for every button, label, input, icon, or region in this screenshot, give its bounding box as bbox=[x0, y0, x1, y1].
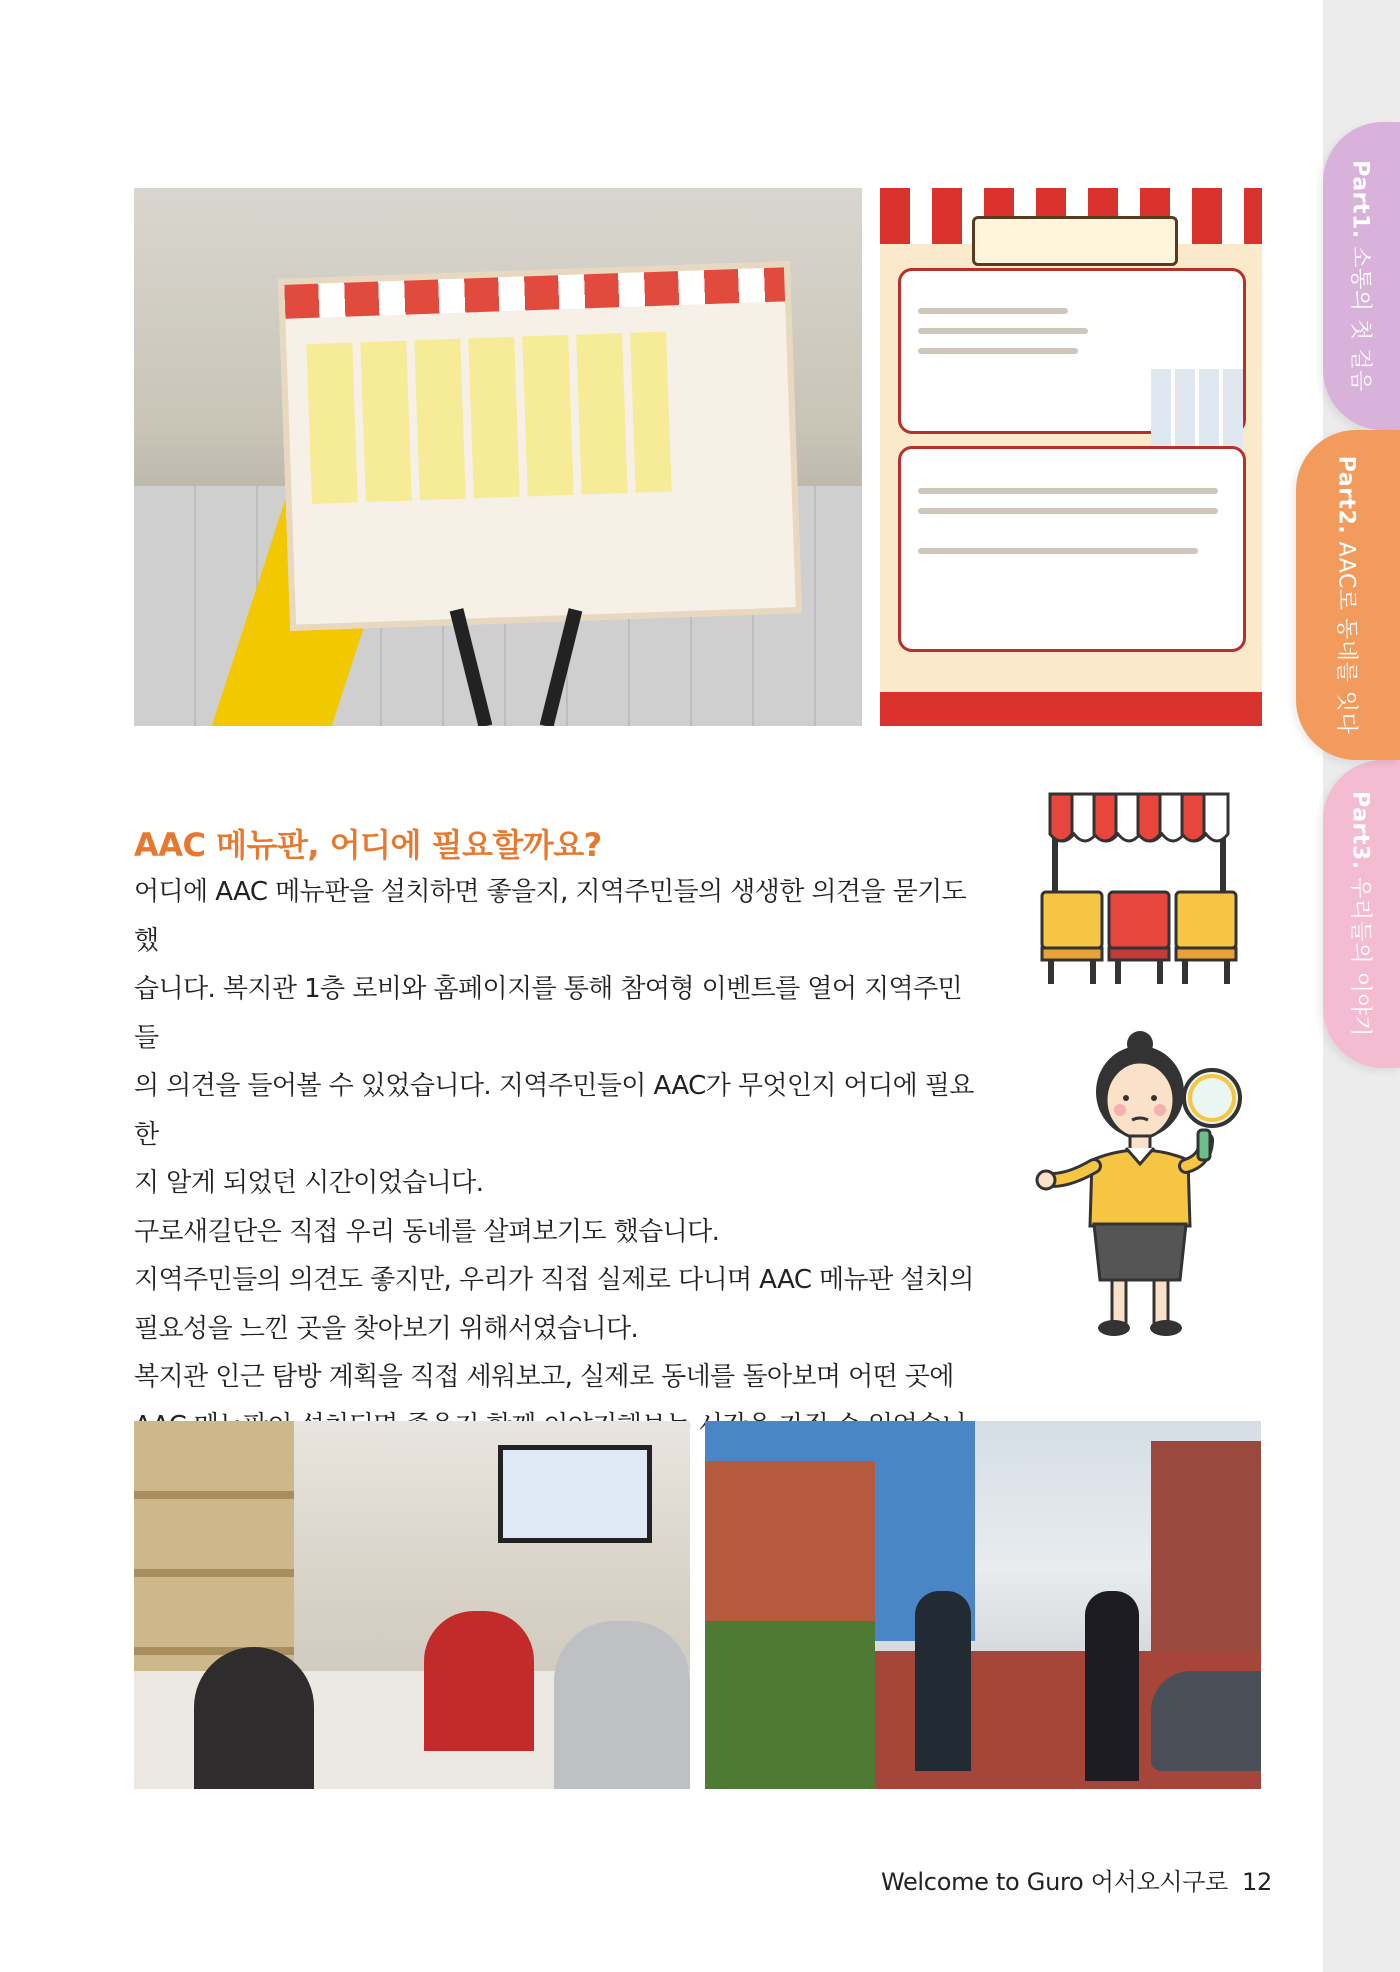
body-line: 어디에 AAC 메뉴판을 설치하면 좋을지, 지역주민들의 생생한 의견을 묻기도 했 bbox=[134, 877, 967, 956]
body-line: 복지관 인근 탐방 계획을 직접 세워보고, 실제로 동네를 돌아보며 어떤 곳에 bbox=[134, 1362, 954, 1392]
photo-meeting-room bbox=[134, 1421, 690, 1789]
body-line: 지 알게 되었던 시간이었습니다. bbox=[134, 1168, 484, 1198]
tab-part2-title: AAC로 동네를 잇다 bbox=[1333, 541, 1359, 735]
body-line: 구로새길단은 직접 우리 동네를 살펴보기도 했습니다. bbox=[134, 1216, 720, 1247]
footer-title: Welcome to Guro 어서오시구로 bbox=[880, 1868, 1229, 1896]
woman-magnifier-illustration bbox=[1030, 1030, 1250, 1342]
sticky-notes bbox=[306, 332, 671, 504]
shop-awning-chairs-illustration bbox=[1036, 784, 1242, 990]
body-line: 지역주민들의 의견도 좋지만, 우리가 직접 실제로 다니며 AAC 메뉴판 설치의 bbox=[134, 1265, 974, 1295]
photo-neighborhood-walk bbox=[705, 1421, 1261, 1789]
tab-part2[interactable] bbox=[1296, 430, 1400, 760]
body-line: 필요성을 느낀 곳을 찾아보기 위해서였습니다. bbox=[134, 1313, 639, 1344]
tv-screen bbox=[498, 1445, 652, 1543]
body-line: 습니다. 복지관 1층 로비와 홈페이지를 통해 참여형 이벤트를 열어 지역주민들 bbox=[134, 974, 963, 1053]
tab-part2-number: Part2. bbox=[1333, 455, 1359, 535]
page-number: 12 bbox=[1242, 1868, 1272, 1896]
tab-part1[interactable] bbox=[1323, 122, 1400, 430]
photo-lobby-easel-board bbox=[134, 188, 862, 726]
tab-part3[interactable] bbox=[1323, 760, 1400, 1068]
menu-board bbox=[278, 261, 802, 631]
tab-part3-number: Part3. bbox=[1347, 791, 1372, 870]
tab-part3-title: 우리들의 이야기 bbox=[1347, 877, 1372, 1037]
body-line: 의 의견을 들어볼 수 있었습니다. 지역주민들이 AAC가 무엇인지 어디에 필요한 bbox=[134, 1071, 974, 1150]
article-body bbox=[134, 868, 974, 1499]
tab-part1-number: Part1. bbox=[1347, 160, 1372, 239]
section-heading: AAC 메뉴판, 어디에 필요할까요? bbox=[134, 826, 602, 864]
tab-part1-title: 소통의 첫 걸음 bbox=[1347, 246, 1372, 392]
page-footer bbox=[881, 1862, 1272, 1897]
photo-event-poster bbox=[880, 188, 1262, 726]
